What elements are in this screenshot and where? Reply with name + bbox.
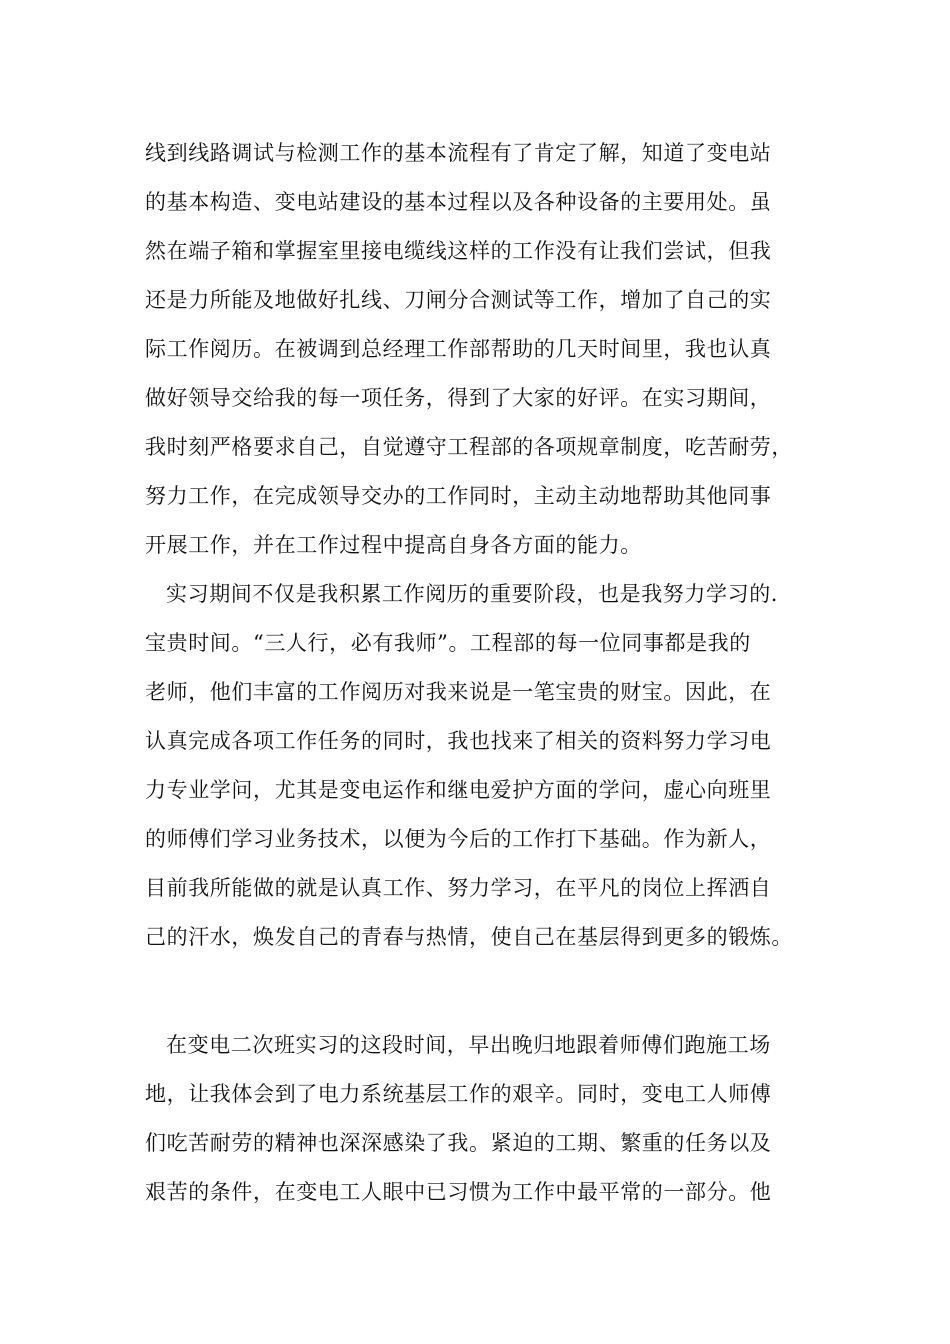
text-line: 目前我所能做的就是认真工作、努力学习，在平凡的岗位上挥洒自: [145, 876, 772, 900]
text-line: 然在端子箱和掌握室里接电缆线这样的工作没有让我们尝试，但我: [145, 239, 772, 263]
text-line: 做好领导交给我的每一项任务，得到了大家的好评。在实习期间，: [145, 386, 772, 410]
text-line: 还是力所能及地做好扎线、刀闸分合测试等工作，增加了自己的实: [145, 288, 772, 312]
text-line: 线到线路调试与检测工作的基本流程有了肯定了解，知道了变电站: [145, 141, 772, 165]
text-line: 们吃苦耐劳的精神也深深感染了我。紧迫的工期、繁重的任务以及: [145, 1131, 772, 1155]
text-line: 认真完成各项工作任务的同时，我也找来了相关的资料努力学习电: [145, 729, 772, 753]
text-line: 艰苦的条件，在变电工人眼中已习惯为工作中最平常的一部分。他: [145, 1180, 772, 1204]
text-line: 的基本构造、变电站建设的基本过程以及各种设备的主要用处。虽: [145, 190, 772, 214]
text-line: 己的汗水，焕发自己的青春与热情，使自己在基层得到更多的锻炼。: [145, 925, 793, 949]
text-line: 际工作阅历。在被调到总经理工作部帮助的几天时间里，我也认真: [145, 337, 772, 361]
text-line: 地，让我体会到了电力系统基层工作的艰辛。同时，变电工人师傅: [145, 1082, 772, 1106]
text-line: 宝贵时间。“三人行，必有我师”。工程部的每一位同事都是我的: [145, 631, 751, 655]
text-line: 在变电二次班实习的这段时间，早出晚归地跟着师傅们跑施工场: [166, 1033, 771, 1057]
text-line: 开展工作，并在工作过程中提高自身各方面的能力。: [145, 533, 642, 557]
text-line: 老师，他们丰富的工作阅历对我来说是一笔宝贵的财宝。因此，在: [145, 680, 772, 704]
text-line: 力专业学问，尤其是变电运作和继电爱护方面的学问，虚心向班里: [145, 778, 772, 802]
text-line: 努力工作，在完成领导交办的工作同时，主动主动地帮助其他同事: [145, 484, 772, 508]
text-line: 我时刻严格要求自己，自觉遵守工程部的各项规章制度，吃苦耐劳，: [145, 435, 793, 459]
text-line: 实习期间不仅是我积累工作阅历的重要阶段，也是我努力学习的.: [166, 582, 779, 606]
text-line: 的师傅们学习业务技术，以便为今后的工作打下基础。作为新人，: [145, 827, 772, 851]
